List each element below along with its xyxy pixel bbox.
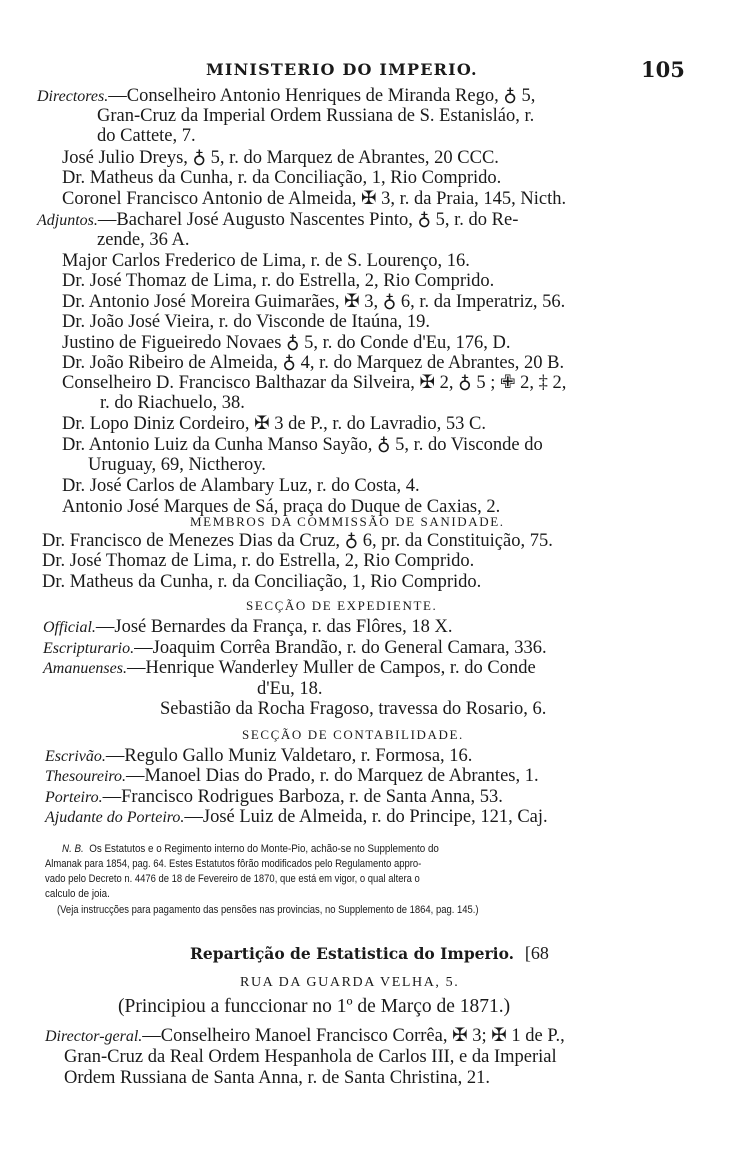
nota-line-2: Almanak para 1854, pag. 64. Estes Estatutos fôrão modificados pelo Regulamento appro- [45,858,422,870]
adjuntos-line-3: Major Carlos Frederico de Lima, r. de S. Lourenço, 16. [62,251,470,271]
estatistica-principiou: (Principiou a funccionar no 1º de Março de 1871.) [118,996,511,1017]
commissao-line-2: Dr. José Thomaz de Lima, r. do Estrella, 2, Rio Comprido. [42,551,475,571]
official-line [43,617,452,638]
nota-line-1 [62,843,439,856]
escripturario-line [43,638,547,659]
amanuenses-line-1 [43,658,536,679]
official-text: —José Bernardes da França, r. das Flôres, 18 X. [95,617,453,637]
director-line-3: Ordem Russiana de Santa Anna, r. de Santa Christina, 21. [64,1068,490,1088]
porteiro-line [45,787,503,808]
adjuntos-line-13: Uruguay, 69, Nictheroy. [88,455,266,475]
escrivao-label: Escrivão. [45,748,106,765]
director-text-1: —Conselheiro Manoel Francisco Corrêa, ✠ 3; ✠ 1 de P., [142,1026,565,1046]
estatistica-address: RUA DA GUARDA VELHA, 5. [240,975,460,990]
nota-line-4: calculo de joia. [45,888,110,900]
amanuenses-text-1: —Henrique Wanderley Muller de Campos, r. do Conde [126,658,536,678]
estatistica-title-line [190,943,549,964]
director-line-2: Gran-Cruz da Real Ordem Hespanhola de Carlos III, e da Imperial [64,1047,557,1067]
expediente-heading: SECÇÃO DE EXPEDIENTE. [246,598,438,613]
porteiro-text: —Francisco Rodrigues Barboza, r. de Santa Anna, 53. [102,787,503,807]
official-label: Official. [43,619,96,636]
amanuenses-line-2: d'Eu, 18. [257,679,323,699]
directores-text-1: —Conselheiro Antonio Henriques de Miranda Rego, ♁ 5, [108,86,536,106]
adjuntos-label: Adjuntos. [37,212,98,229]
adjuntos-line-8: Dr. João Ribeiro de Almeida, ♁ 4, r. do Marquez de Abrantes, 20 B. [62,353,565,373]
nota-line-5: (Veja instrucções para pagamento das pensões nas provincias, no Supplemento de 1864, pag. 145.) [57,904,479,916]
adjuntos-line-12: Dr. Antonio Luiz da Cunha Manso Sayão, ♁ 5, r. do Visconde do [62,435,543,455]
adjuntos-text-1: —Bacharel José Augusto Nascentes Pinto, ♁ 5, r. do Re- [97,210,519,230]
commissao-heading: MEMBROS DA COMMISSÃO DE SANIDADE. [190,514,505,529]
adjuntos-line-6: Dr. João José Vieira, r. do Visconde de Itaúna, 19. [62,312,431,332]
estatistica-ref: [68 [524,943,549,963]
directores-line-4: José Julio Dreys, ♁ 5, r. do Marquez de Abrantes, 20 CCC. [62,148,499,168]
thesoureiro-line [45,766,539,787]
ajudante-line [45,807,548,828]
nota-line-3: vado pelo Decreto n. 4476 de 18 de Fevereiro de 1870, que está em vigor, o qual altera o [45,873,420,885]
directores-line-1 [37,86,535,107]
contabilidade-heading: SECÇÃO DE CONTABILIDADE. [242,727,464,742]
adjuntos-line-9: Conselheiro D. Francisco Balthazar da Silveira, ✠ 2, ♁ 5 ; ✙ 2, ‡ 2, [62,373,567,393]
commissao-line-1: Dr. Francisco de Menezes Dias da Cruz, ♁ 6, pr. da Constituição, 75. [42,531,553,551]
adjuntos-line-15: Antonio José Marques de Sá, praça do Duque de Caxias, 2. [62,497,501,517]
escrivao-text: —Regulo Gallo Muniz Valdetaro, r. Formosa, 16. [105,746,473,766]
porteiro-label: Porteiro. [45,789,103,806]
thesoureiro-text: —Manoel Dias do Prado, r. do Marquez de Abrantes, 1. [126,766,539,786]
adjuntos-line-11: Dr. Lopo Diniz Cordeiro, ✠ 3 de P., r. do Lavradio, 53 C. [62,414,486,434]
directores-line-3: do Cattete, 7. [97,126,196,146]
director-line-1 [45,1026,565,1047]
adjuntos-line-5: Dr. Antonio José Moreira Guimarães, ✠ 3, ♁ 6, r. da Imperatriz, 56. [62,292,566,312]
amanuenses-label: Amanuenses. [43,660,127,677]
nota-text-1: Os Estatutos e o Regimento interno do Monte-Pio, achão-se no Supplemento do [89,843,439,855]
escripturario-label: Escripturario. [43,640,135,657]
page-number: 105 [641,57,685,82]
escripturario-text: —Joaquim Corrêa Brandão, r. do General Camara, 336. [134,638,547,658]
directores-label: Directores. [37,88,109,105]
directores-line-6: Coronel Francisco Antonio de Almeida, ✠ 3, r. da Praia, 145, Nicth. [62,189,567,209]
adjuntos-line-4: Dr. José Thomaz de Lima, r. do Estrella, 2, Rio Comprido. [62,271,495,291]
directores-line-2: Gran-Cruz da Imperial Ordem Russiana de S. Estanisláo, r. [97,106,535,126]
director-label: Director-geral. [45,1028,143,1045]
estatistica-title: Repartição de Estatistica do Imperio. [190,944,515,963]
ajudante-label: Ajudante do Porteiro. [45,809,185,826]
commissao-line-3: Dr. Matheus da Cunha, r. da Conciliação, 1, Rio Comprido. [42,572,482,592]
nota-label: N. B. [62,843,84,855]
adjuntos-line-2: zende, 36 A. [97,230,190,250]
ajudante-text: —José Luiz de Almeida, r. do Principe, 121, Caj. [184,807,548,827]
adjuntos-line-14: Dr. José Carlos de Alambary Luz, r. do Costa, 4. [62,476,420,496]
adjuntos-line-10: r. do Riachuelo, 38. [100,393,245,413]
adjuntos-line-7: Justino de Figueiredo Novaes ♁ 5, r. do Conde d'Eu, 176, D. [62,333,511,353]
directores-line-5: Dr. Matheus da Cunha, r. da Conciliação, 1, Rio Comprido. [62,168,502,188]
amanuenses-line-3: Sebastião da Rocha Fragoso, travessa do Rosario, 6. [160,699,547,719]
thesoureiro-label: Thesoureiro. [45,768,127,785]
page-header-title: MINISTERIO DO IMPERIO. [206,60,478,79]
adjuntos-line-1 [37,210,518,231]
escrivao-line [45,746,472,767]
